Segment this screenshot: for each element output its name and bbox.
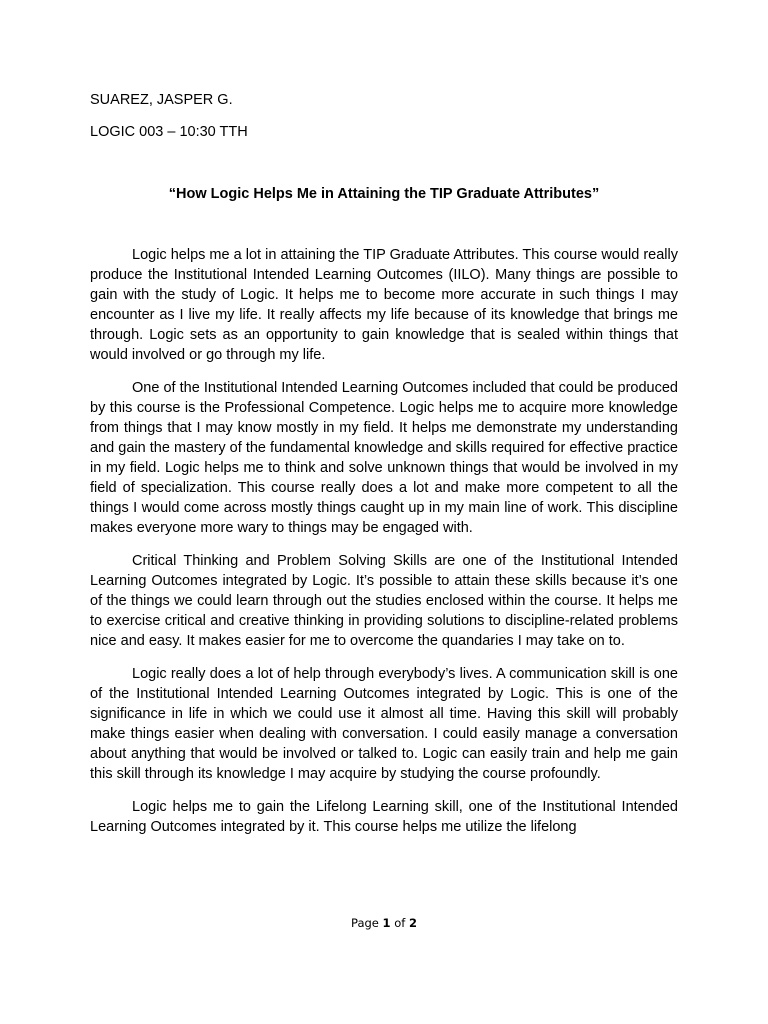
student-name: SUAREZ, JASPER G. bbox=[90, 92, 233, 108]
paragraph-4: Logic really does a lot of help through everybody’s lives. A communication skill is one of the Institutional Intended Learning Outcomes integrated by Logic. This is one of the significance in life in which we could use it almost all time. Having this skill will probably make things easier when dealing with conversation. I could easily manage a conversation about anything that would be involved or talked to. Logic can easily train and help me gain this skill through its knowledge I may acquire by studying the course profoundly. bbox=[90, 666, 678, 782]
paragraph-3: Critical Thinking and Problem Solving Skills are one of the Institutional Intended Learning Outcomes integrated by Logic. It’s possible to attain these skills because it’s one of the things we could learn through out the studies enclosed within the course. It helps me to exercise critical and creative thinking in providing solutions to discipline-related problems nice and easy. It makes easier for me to overcome the quandaries I may take on to. bbox=[90, 553, 678, 649]
course-schedule: LOGIC 003 – 10:30 TTH bbox=[90, 124, 248, 140]
current-page-number: 1 bbox=[382, 916, 391, 930]
essay-body bbox=[90, 245, 678, 850]
paragraph-5: Logic helps me to gain the Lifelong Learning skill, one of the Institutional Intended Learning Outcomes integrated by it. This course helps me utilize the lifelong bbox=[90, 799, 678, 835]
page-footer bbox=[0, 915, 768, 931]
paragraph-2: One of the Institutional Intended Learning Outcomes included that could be produced by this course is the Professional Competence. Logic helps me to acquire more knowledge from things that I may know mostly in my field. It helps me demonstrate my understanding and gain the mastery of the fundamental knowledge and skills required for effective practice in my field. Logic helps me to think and solve unknown things that would be involved in my field of specialization. This course really does a lot and make more competent to all the things I would come across mostly things caught up in my main line of work. This discipline makes everyone more wary to things may be engaged with. bbox=[90, 380, 678, 536]
page-word: Page bbox=[351, 916, 379, 930]
total-pages-number: 2 bbox=[408, 916, 417, 930]
of-word: of bbox=[394, 916, 406, 930]
essay-title: “How Logic Helps Me in Attaining the TIP Graduate Attributes” bbox=[168, 186, 600, 202]
paragraph-1: Logic helps me a lot in attaining the TIP Graduate Attributes. This course would really produce the Institutional Intended Learning Outcomes (IILO). Many things are possible to gain with the study of Logic. It helps me to become more accurate in such things I may encounter as I live my life. It really affects my life because of its knowledge that brings me through. Logic sets as an opportunity to gain knowledge that is sealed within things that would involved or go through my life. bbox=[90, 247, 678, 363]
